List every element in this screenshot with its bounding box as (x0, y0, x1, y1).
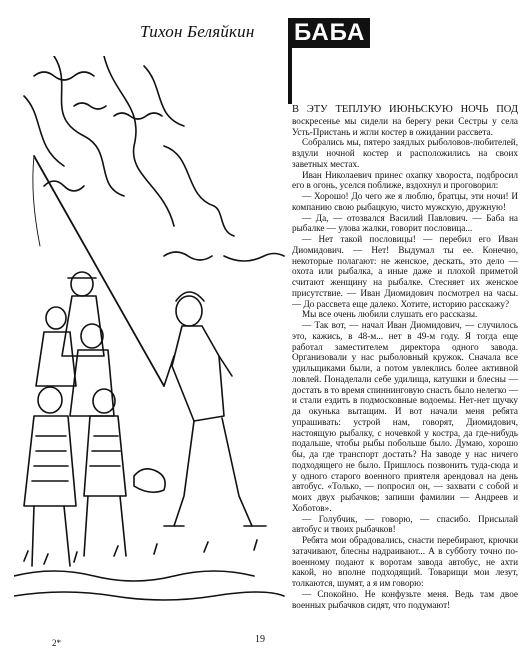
article-paragraph: Мы все очень любили слушать его рассказы. (302, 309, 478, 320)
article-paragraph: — Хорошо! До чего же я люблю, братцы, эти ночи! И компанию свою рыбацкую, чисто мужскую, дружную! (292, 191, 518, 212)
article-paragraph: — Нет такой пословицы! — перебил его Иван Диомидович. — Нет! Выдумал ты ее. Конечно, некоторые полагают: не женское, дескать, это дело — охота или рыбалка, а иные даже и плохой приметой считают женщину на рыбалке. Стесняет их женское присутствие. — Иван Диомидович посмотрел на часы. — До рассвета еще далеко. Хотите, историю расскажу? (292, 234, 518, 309)
article-paragraph: — Спокойно. Не конфузьте меня. Ведь там двое военных рыбачков сидят, что подумают! (292, 588, 518, 610)
signature-mark: 2* (52, 638, 61, 648)
article-lead: В ЭТУ ТЕПЛУЮ ИЮНЬСКУЮ НОЧЬ ПОД (292, 104, 518, 115)
article-paragraph: — Так вот, — начал Иван Диомидович, — случилось это, кажись, в 48-м... нет в 49-м году. Я тогда еще работал заместителем директора одного завода. Организовали у нас рыболовный кружок. Сначала все удильщиками были, а потом увлеклись более активной ловлей. Понаделали себе удилища, катушки и блесны — достать в то время спиннинговую снасть было нелегко — и стали ездить в подмосковные водоемы. Нет-нет щучку да окунька вытащим. И вот начали меня ребята упрашивать: устрой нам, говорят, Диомидович, настоящую рыбалку, с ночевкой у костра, да где-нибудь подальше, чтобы рыбы побольше было. Думаю, хорошо бы, да где транспорт достать? На заводе у нас ничего подходящего не было. Пришлось позвонить туда-сюда и у одного старого военного приятеля арендовал на день автобус. «Только, — попросил он, — захвати с собой и моих двух рыбачков; запиши фамилии — Андреев и Хоботов». (292, 320, 518, 513)
article-lead-rest: воскресенье мы сидели на берегу реки Сестры у села Усть-Пристань и жгли костер в ожидании рассвета. (292, 115, 518, 137)
article-text (292, 104, 518, 628)
article-paragraph: Ребята мои обрадовались, снасти перебирают, крючки затачивают, блесны надраивают... А в субботу точно по-военному подают к воротам завода автобус, не ахти какой, но вполне подходящий. Товарищи мои лезут, толкаются, шумят, а я им говорю: (292, 535, 518, 588)
article-paragraph: Иван Николаевич принес охапку хвороста, подбросил его в огонь, уселся поближе, вздохнул и проговорил: (292, 169, 518, 191)
story-title: БАБА (288, 18, 370, 48)
article-paragraph (292, 104, 518, 137)
author-name: Тихон Беляйкин (140, 22, 255, 41)
page-number: 19 (255, 634, 265, 645)
article-paragraph: — Да, — отозвался Василий Павлович. — Баба на рыбалке — улова жалки, говорит пословица... (292, 212, 518, 234)
article-paragraph: — Голубчик, — говорю, — спасибо. Присылай автобус и твоих рыбачков! (292, 513, 518, 535)
title-rule (288, 48, 292, 104)
article-paragraph: Собрались мы, пятеро заядлых рыболовов-любителей, вздули ночной костер и расположились на своих заветных местах. (292, 137, 518, 169)
fishermen-illustration (14, 56, 286, 612)
